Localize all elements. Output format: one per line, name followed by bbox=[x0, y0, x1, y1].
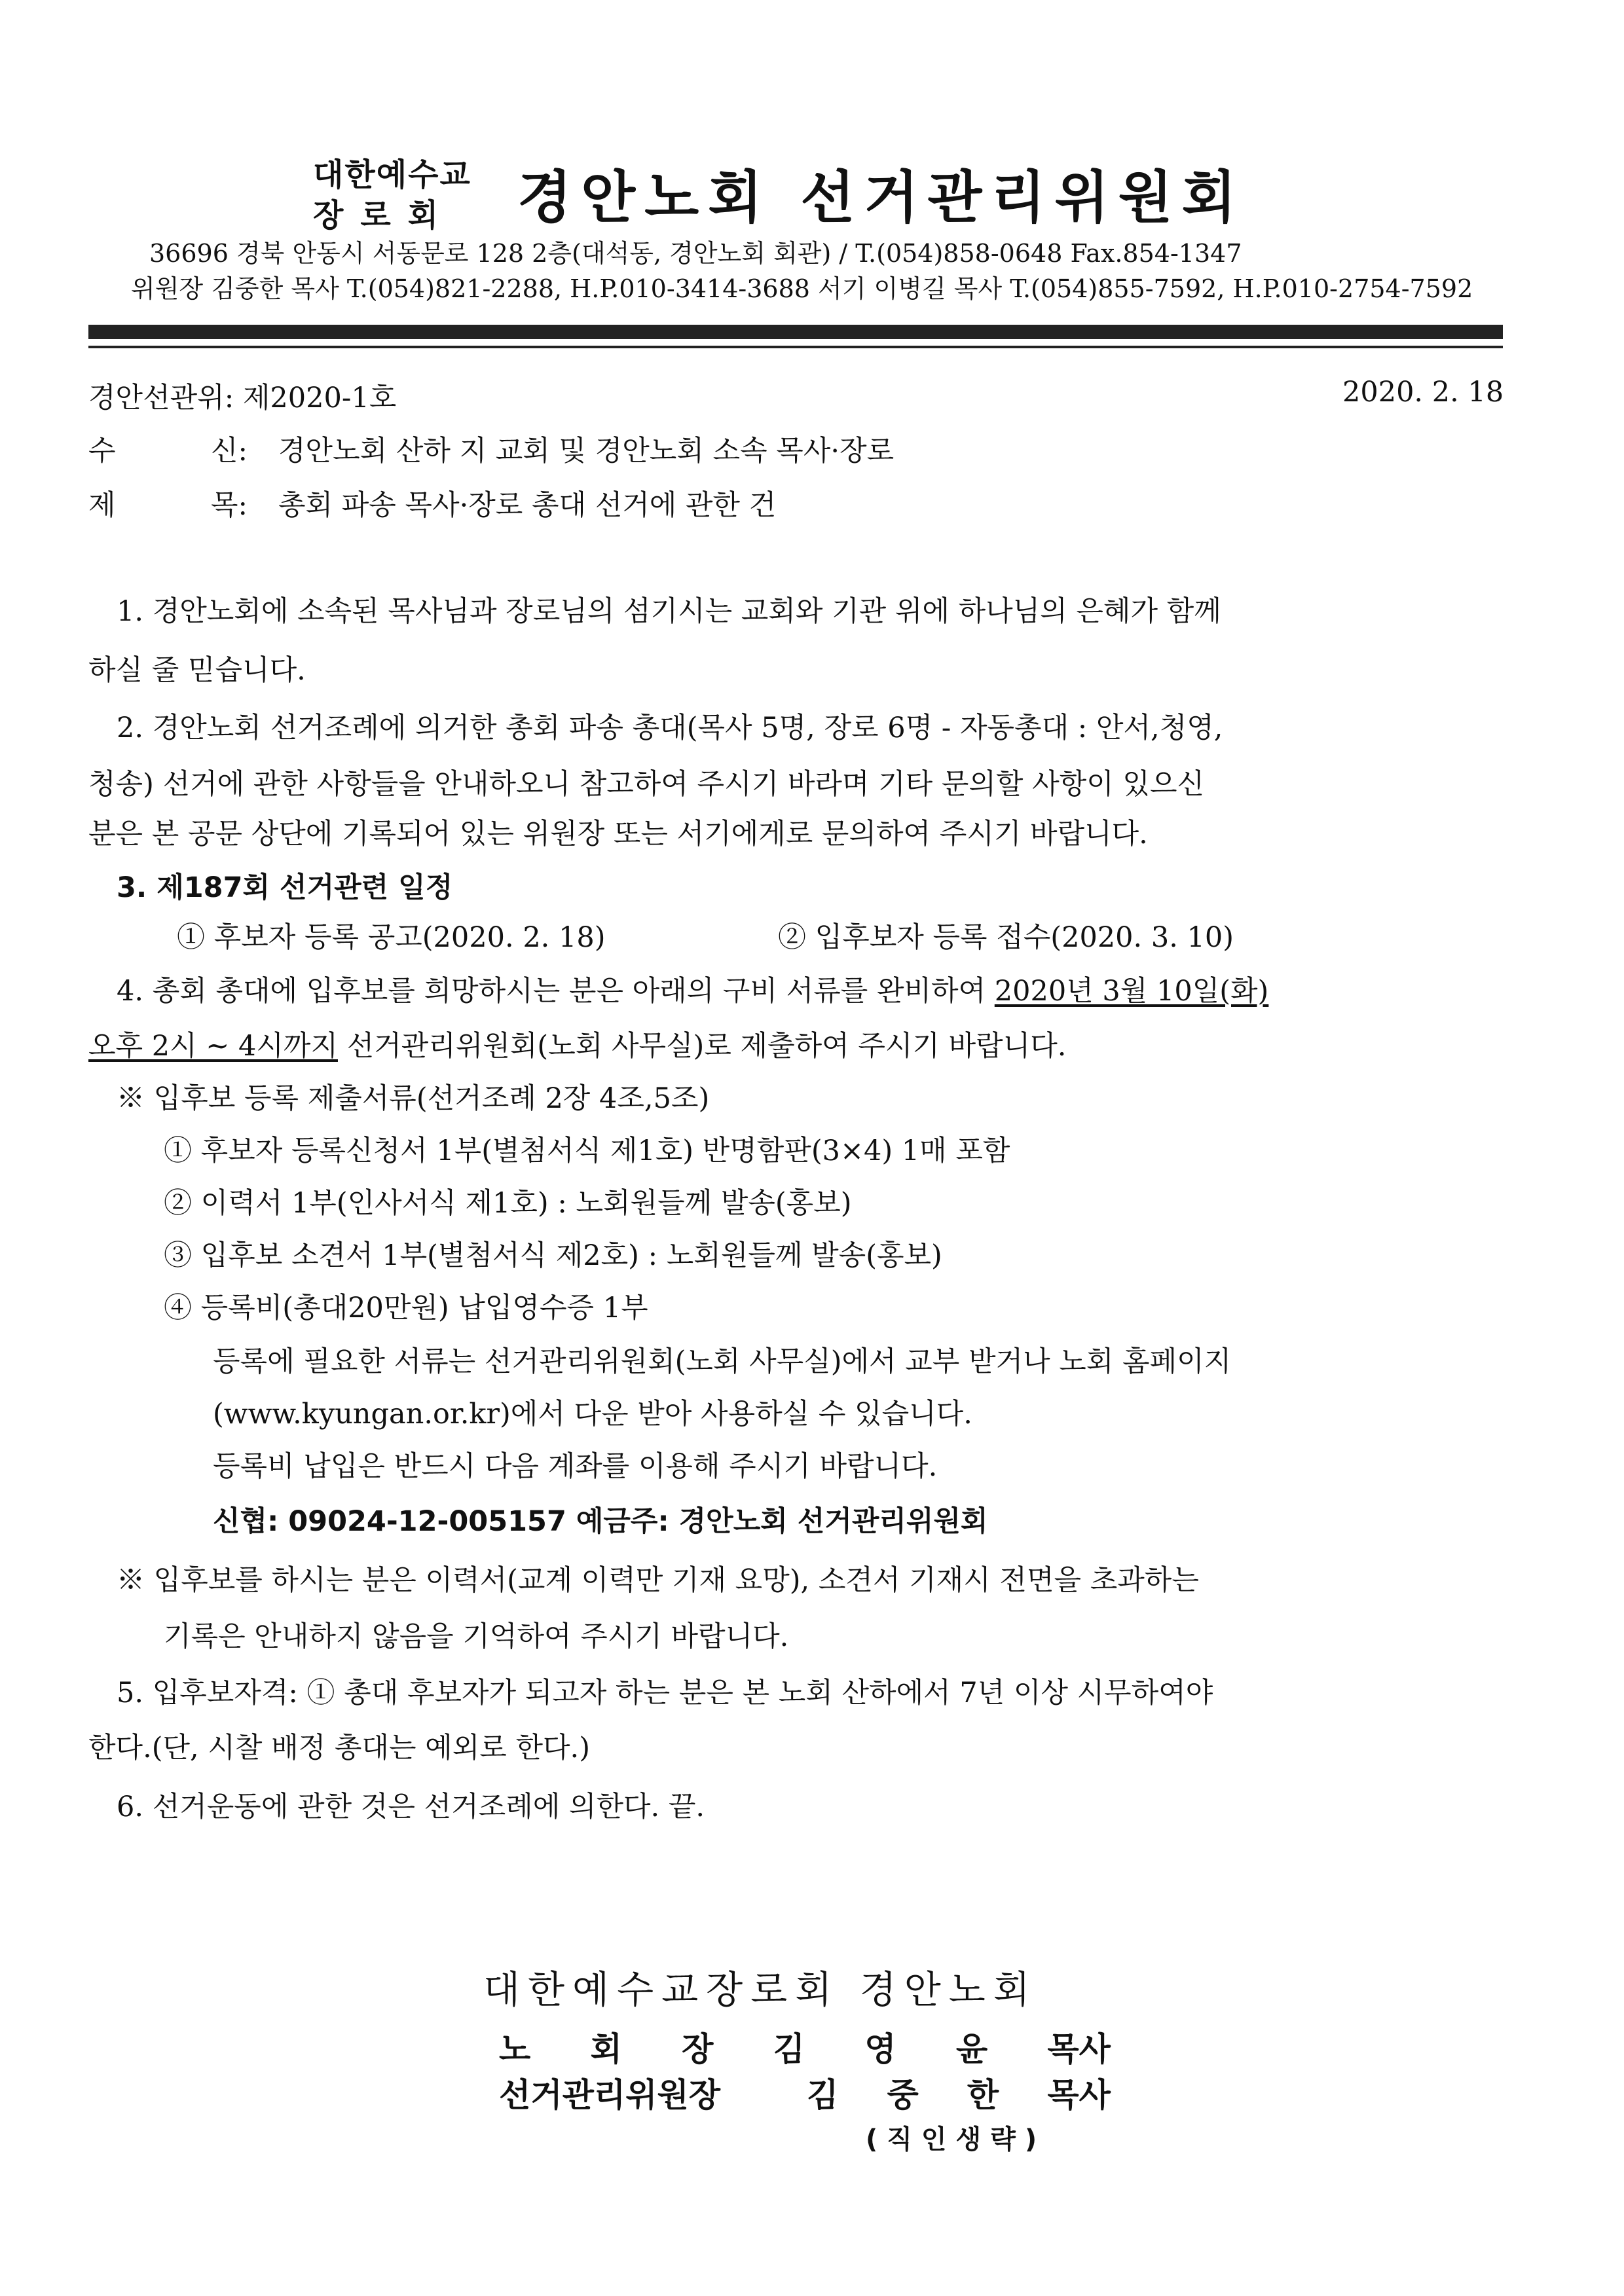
sig1-char: 영 bbox=[864, 2030, 896, 2068]
required-doc-3: ③ 입후보 소견서 1부(별첨서식 제2호) : 노회원들께 발송(홍보) bbox=[164, 1239, 942, 1272]
address-line: 36696 경북 안동시 서동문로 128 2층(대석동, 경안노회 회관) / T.(054)858-0648 Fax.854-1347 bbox=[149, 239, 1242, 268]
note-2-line-2: 기록은 안내하지 않음을 기억하여 주시기 바랍니다. bbox=[164, 1620, 789, 1653]
paragraph-5-line-2: 한다.(단, 시찰 배정 총대는 예외로 한다.) bbox=[88, 1732, 590, 1764]
subject-label-b: 목: bbox=[211, 489, 248, 522]
bank-account: 신협: 09024-12-005157 예금주: 경안노회 선거관리위원회 bbox=[213, 1505, 988, 1538]
signature-line-2-name bbox=[807, 2069, 1111, 2116]
docs-note-line-1: 등록에 필요한 서류는 선거관리위원회(노회 사무실)에서 교부 받거나 노회 홈페이지 bbox=[213, 1345, 1232, 1378]
required-docs-title: ※ 입후보 등록 제출서류(선거조례 2장 4조,5조) bbox=[117, 1082, 710, 1115]
deadline-date: 2020년 3월 10일(화) bbox=[994, 975, 1269, 1008]
schedule-item-1: ① 후보자 등록 공고(2020. 2. 18) bbox=[177, 921, 606, 954]
header-rule-thick bbox=[88, 325, 1503, 339]
schedule-item-2: ② 입후보자 등록 접수(2020. 3. 10) bbox=[778, 921, 1234, 954]
org-name-line2: 장로회 bbox=[313, 197, 456, 234]
paragraph-5-line-1: 5. 입후보자격: ① 총대 후보자가 되고자 하는 분은 본 노회 산하에서 7년 이상 시무하여야 bbox=[117, 1677, 1213, 1709]
sig2-char: 한 bbox=[967, 2076, 999, 2114]
deadline-time: 오후 2시 ~ 4시까지 bbox=[88, 1030, 338, 1063]
sig1-char: 장 bbox=[682, 2030, 714, 2068]
required-doc-1: ① 후보자 등록신청서 1부(별첨서식 제1호) 반명함판(3×4) 1매 포함 bbox=[164, 1135, 1010, 1167]
sig1-char: 목사 bbox=[1047, 2030, 1111, 2068]
subject: 총회 파송 목사·장로 총대 선거에 관한 건 bbox=[278, 489, 777, 522]
seal-omitted-note: (직인생략) bbox=[866, 2124, 1046, 2155]
sig1-char: 노 bbox=[499, 2030, 531, 2068]
recipient-label-a: 수 bbox=[88, 435, 116, 467]
recipient-label-b: 신: bbox=[211, 435, 248, 467]
paragraph-2-line-1: 2. 경안노회 선거조례에 의거한 총회 파송 총대(목사 5명, 장로 6명 - 자동총대 : 안서,청영, bbox=[117, 712, 1223, 744]
paragraph-1-line-1: 1. 경안노회에 소속된 목사님과 장로님의 섬기시는 교회와 기관 위에 하나님의 은혜가 함께 bbox=[117, 595, 1221, 628]
paragraph-1-line-2: 하실 줄 믿습니다. bbox=[88, 654, 306, 687]
subject-label-a: 제 bbox=[88, 489, 116, 522]
document-number: 경안선관위: 제2020-1호 bbox=[88, 382, 397, 414]
paragraph-2-line-3: 분은 본 공문 상단에 기록되어 있는 위원장 또는 서기에게로 문의하여 주시기 바랍니다. bbox=[88, 818, 1148, 850]
docs-note-line-3: 등록비 납입은 반드시 다음 계좌를 이용해 주시기 바랍니다. bbox=[213, 1450, 938, 1483]
sig2-char: 중 bbox=[887, 2076, 919, 2114]
paragraph-4-line-2 bbox=[88, 1024, 1066, 1064]
required-doc-2: ② 이력서 1부(인사서식 제1호) : 노회원들께 발송(홍보) bbox=[164, 1187, 852, 1220]
schedule-title: 3. 제187회 선거관련 일정 bbox=[117, 871, 453, 904]
paragraph-4-text: 4. 총회 총대에 입후보를 희망하시는 분은 아래의 구비 서류를 완비하여 bbox=[117, 975, 995, 1008]
committee-title: 경안노회 선거관리위원회 bbox=[517, 165, 1246, 230]
recipient: 경안노회 산하 지 교회 및 경안노회 소속 목사·장로 bbox=[278, 435, 895, 467]
sig1-char: 윤 bbox=[955, 2030, 988, 2068]
header-rule-thin bbox=[88, 346, 1503, 348]
contact-line: 위원장 김중한 목사 T.(054)821-2288, H.P.010-3414-3688 서기 이병길 목사 T.(054)855-7592, H.P.010-2754-7592 bbox=[131, 274, 1473, 303]
sig2-char: 김 bbox=[807, 2076, 839, 2114]
sig1-char: 회 bbox=[590, 2030, 622, 2068]
paragraph-2-line-2: 청송) 선거에 관한 사항들을 안내하오니 참고하여 주시기 바라며 기타 문의할 사항이 있으신 bbox=[88, 768, 1205, 801]
footer-org-name: 대한예수교장로회 경안노회 bbox=[483, 1967, 1038, 2012]
document-date: 2020. 2. 18 bbox=[1342, 376, 1504, 409]
note-2-line-1: ※ 입후보를 하시는 분은 이력서(교계 이력만 기재 요망), 소견서 기재시 전면을 초과하는 bbox=[117, 1564, 1199, 1597]
required-doc-4: ④ 등록비(총대20만원) 납입영수증 1부 bbox=[164, 1292, 648, 1324]
org-name-line1: 대한예수교 bbox=[313, 156, 471, 193]
sig2-char: 목사 bbox=[1047, 2076, 1111, 2114]
paragraph-6: 6. 선거운동에 관한 것은 선거조례에 의한다. 끝. bbox=[117, 1791, 705, 1823]
docs-note-line-2: (www.kyungan.or.kr)에서 다운 받아 사용하실 수 있습니다. bbox=[213, 1398, 972, 1430]
signature-line-2-title: 선거관리위원장 bbox=[499, 2076, 721, 2114]
sig1-char: 김 bbox=[773, 2030, 805, 2068]
signature-line-1 bbox=[499, 2023, 1111, 2070]
paragraph-4-line-1 bbox=[117, 969, 1268, 1009]
paragraph-4-text-cont: 선거관리위원회(노회 사무실)로 제출하여 주시기 바랍니다. bbox=[337, 1030, 1067, 1063]
